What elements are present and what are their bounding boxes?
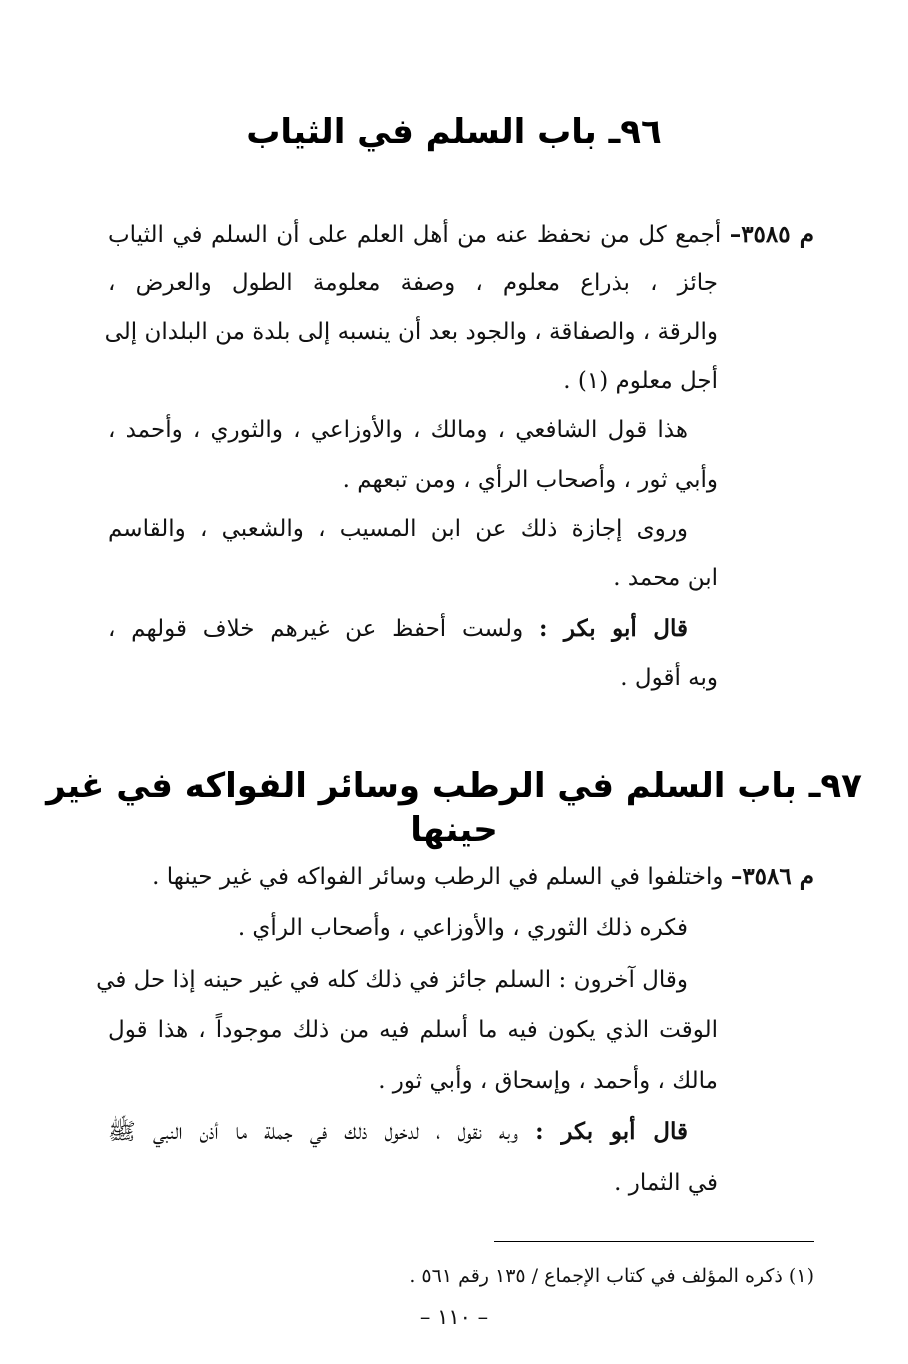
section-97-text-1: واختلفوا في السلم في الرطب وسائر الفواكه في غير حينها . (152, 864, 724, 890)
section-97-line-5: مالك ، وأحمد ، وإسحاق ، وأبي ثور . (378, 1068, 718, 1094)
section-96-line-10: وبه أقول . (620, 665, 718, 691)
footnote: (١) ذكره المؤلف في كتاب الإجماع / ١٣٥ رقم ٥٦١ . (409, 1265, 814, 1287)
section-97-opinion: وبه نقول ، لدخول ذلك في جملة ما أذن النبي ﷺ (108, 1119, 519, 1145)
section-96-line-3: والرقة ، والصفاقة ، والجود بعد أن ينسبه إلى بلدة من البلدان إلى (104, 319, 718, 345)
section-96-line-1 (108, 218, 814, 252)
footnote-separator (494, 1241, 814, 1242)
section-96-line-8: ابن محمد . (613, 565, 718, 591)
speaker-abu-bakr: قال أبو بكر : (535, 1118, 689, 1145)
section-96-line-4: أجل معلوم (١) . (563, 368, 718, 394)
section-97-line-2: فكره ذلك الثوري ، والأوزاعي ، وأصحاب الرأي . (237, 915, 688, 941)
page-number: – ١١٠ – (419, 1305, 489, 1329)
section-97-heading: ٩٧ـ باب السلم في الرطب وسائر الفواكه في غير حينها (46, 766, 862, 850)
section-96-line-2: جائز ، بذراع معلوم ، وصفة معلومة الطول والعرض ، (108, 270, 718, 296)
section-97-line-3: وقال آخرون : السلم جائز في ذلك كله في غير حينه إذا حل في (96, 967, 688, 993)
section-96-line-7: وروى إجازة ذلك عن ابن المسيب ، والشعبي ، والقاسم (108, 516, 688, 542)
section-97-line-6 (108, 1115, 688, 1149)
section-96-heading: ٩٦ـ باب السلم في الثياب (246, 112, 662, 152)
section-96-line-5: هذا قول الشافعي ، ومالك ، والأوزاعي ، والثوري ، وأحمد ، (108, 417, 688, 443)
section-96-line-9 (108, 612, 688, 646)
section-96-opinion: ولست أحفظ عن غيرهم خلاف قولهم ، (108, 616, 524, 642)
section-97-line-7: في الثمار . (614, 1170, 718, 1196)
entry-number-3586: م ٣٥٨٦– (730, 863, 814, 890)
section-96-line-6: وأبي ثور ، وأصحاب الرأي ، ومن تبعهم . (342, 467, 718, 493)
entry-number-3585: م ٣٥٨٥– (729, 221, 815, 248)
section-97-line-4: الوقت الذي يكون فيه ما أسلم فيه من ذلك موجوداً ، هذا قول (108, 1017, 718, 1043)
section-97-line-1 (108, 860, 814, 894)
speaker-abu-bakr: قال أبو بكر : (538, 615, 688, 642)
section-96-text-1: أجمع كل من نحفظ عنه من أهل العلم على أن السلم في الثياب (108, 222, 722, 248)
